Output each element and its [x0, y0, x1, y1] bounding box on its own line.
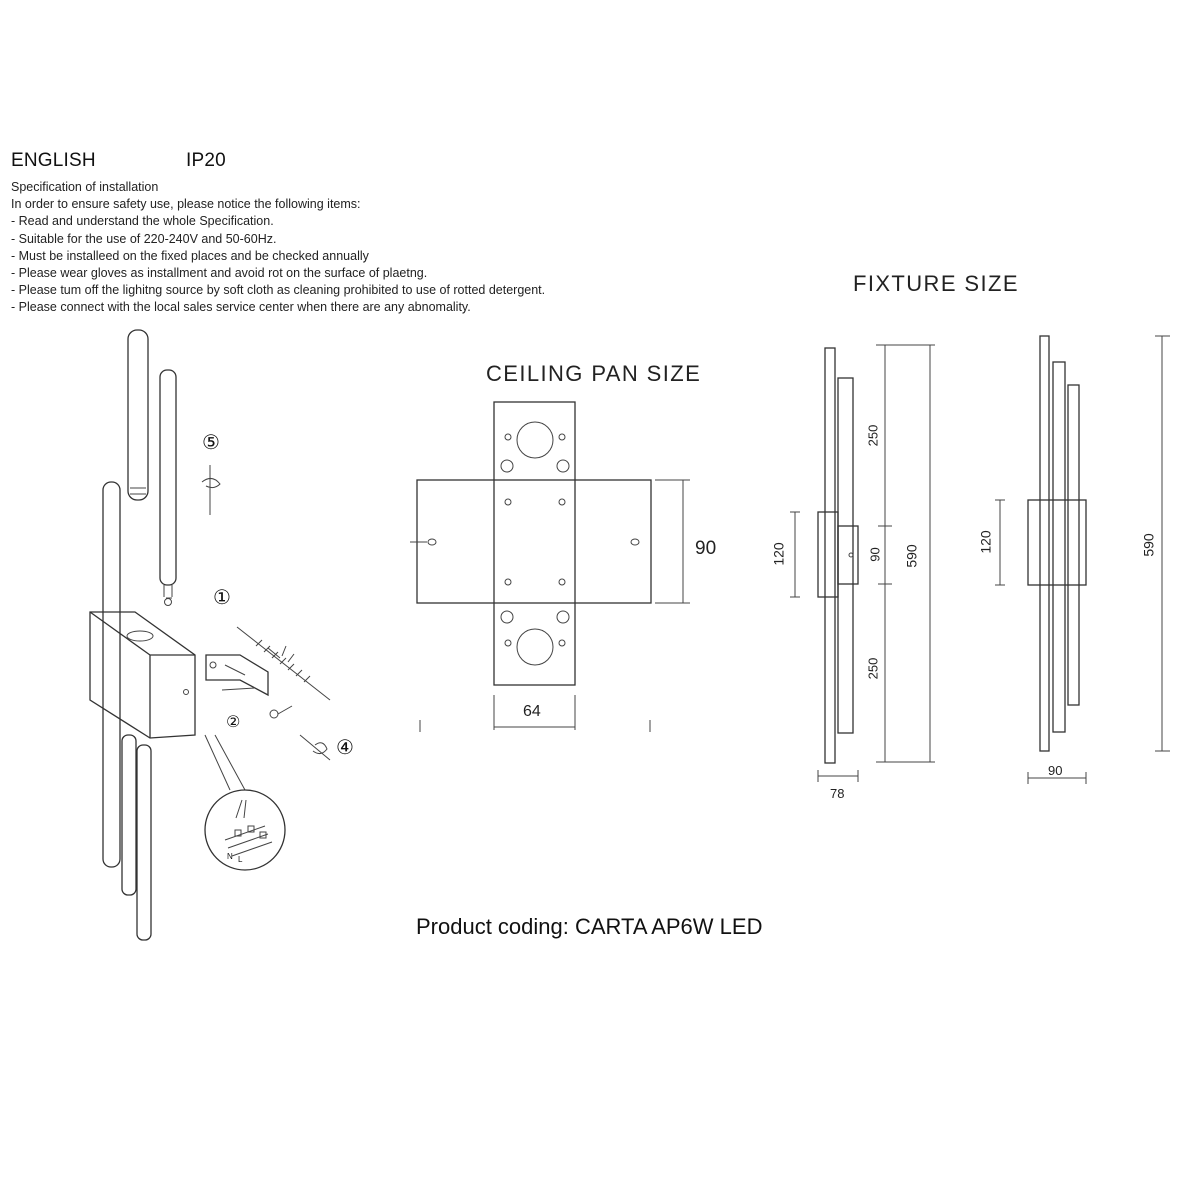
- rotate-arrow-icon: [202, 465, 220, 515]
- ceiling-pan-drawing: [410, 402, 690, 732]
- side-total-height-dimension: 590: [903, 544, 920, 568]
- front-body-height-dimension: 120: [977, 530, 994, 554]
- spec-intro: In order to ensure safety use, please notice the following items:: [11, 197, 361, 212]
- step-1-label: ①: [213, 587, 231, 609]
- spec-item: - Please tum off the lighitng source by soft cloth as cleaning prohibited to use of rotted detergent.: [11, 283, 546, 298]
- spec-item: - Suitable for the use of 220-240V and 50-60Hz.: [11, 231, 277, 246]
- screw-icon: [165, 599, 172, 606]
- spec-title: Specification of installation: [11, 180, 159, 194]
- wire-label-l: L: [238, 855, 243, 864]
- pan-horizontal-plate: [417, 480, 651, 603]
- front-rod-left: [1040, 336, 1049, 751]
- rod-lower: [122, 735, 136, 895]
- spec-item: - Read and understand the whole Specification.: [11, 214, 274, 229]
- front-body: [1028, 500, 1086, 585]
- fixture-front-view: [995, 336, 1170, 784]
- side-middle-segment-dimension: 90: [867, 547, 883, 562]
- wiring-detail-circle: [205, 790, 285, 870]
- side-top-segment-dimension: 250: [865, 424, 881, 447]
- side-body-back: [838, 526, 858, 584]
- spec-item: - Please wear gloves as installment and avoid rot on the surface of plaetng.: [11, 266, 428, 281]
- side-rod-left: [825, 348, 835, 763]
- spec-item: - Must be installeed on the fixed places and be checked annually: [11, 248, 369, 263]
- rod-upper-short: [160, 370, 176, 585]
- side-depth-dimension: 78: [830, 786, 845, 801]
- assembly-exploded-view: [90, 330, 330, 940]
- pan-width-dimension: 64: [523, 703, 541, 720]
- front-total-height-dimension: 590: [1140, 533, 1157, 557]
- ceiling-pan-size-title: CEILING PAN SIZE: [486, 361, 702, 386]
- language-label: ENGLISH: [11, 150, 96, 171]
- front-rod-right: [1068, 385, 1079, 705]
- wire-label-n: N: [227, 852, 233, 861]
- side-body-height-dimension: 120: [770, 542, 787, 566]
- spec-item: - Please connect with the local sales service center when there are any abnomality.: [11, 300, 471, 315]
- step-4-label: ④: [336, 737, 354, 759]
- step-2-label: ②: [226, 714, 241, 731]
- step-5-label: ⑤: [202, 432, 220, 454]
- rod-long: [103, 482, 120, 867]
- front-width-dimension: 90: [1048, 763, 1063, 778]
- ip-rating: IP20: [186, 150, 226, 171]
- fixture-size-title: FIXTURE SIZE: [853, 271, 1019, 296]
- side-bottom-segment-dimension: 250: [865, 657, 881, 680]
- pan-vertical-plate: [494, 402, 575, 685]
- side-rod-right: [838, 378, 853, 733]
- pan-height-dimension: 90: [695, 538, 717, 559]
- product-coding: Product coding: CARTA AP6W LED: [416, 914, 763, 939]
- front-rod-middle: [1053, 362, 1065, 732]
- screw-icon: [270, 710, 278, 718]
- rotate-arrow-icon: [300, 735, 330, 760]
- rod-upper: [128, 330, 148, 500]
- rod-lower-long: [137, 745, 151, 940]
